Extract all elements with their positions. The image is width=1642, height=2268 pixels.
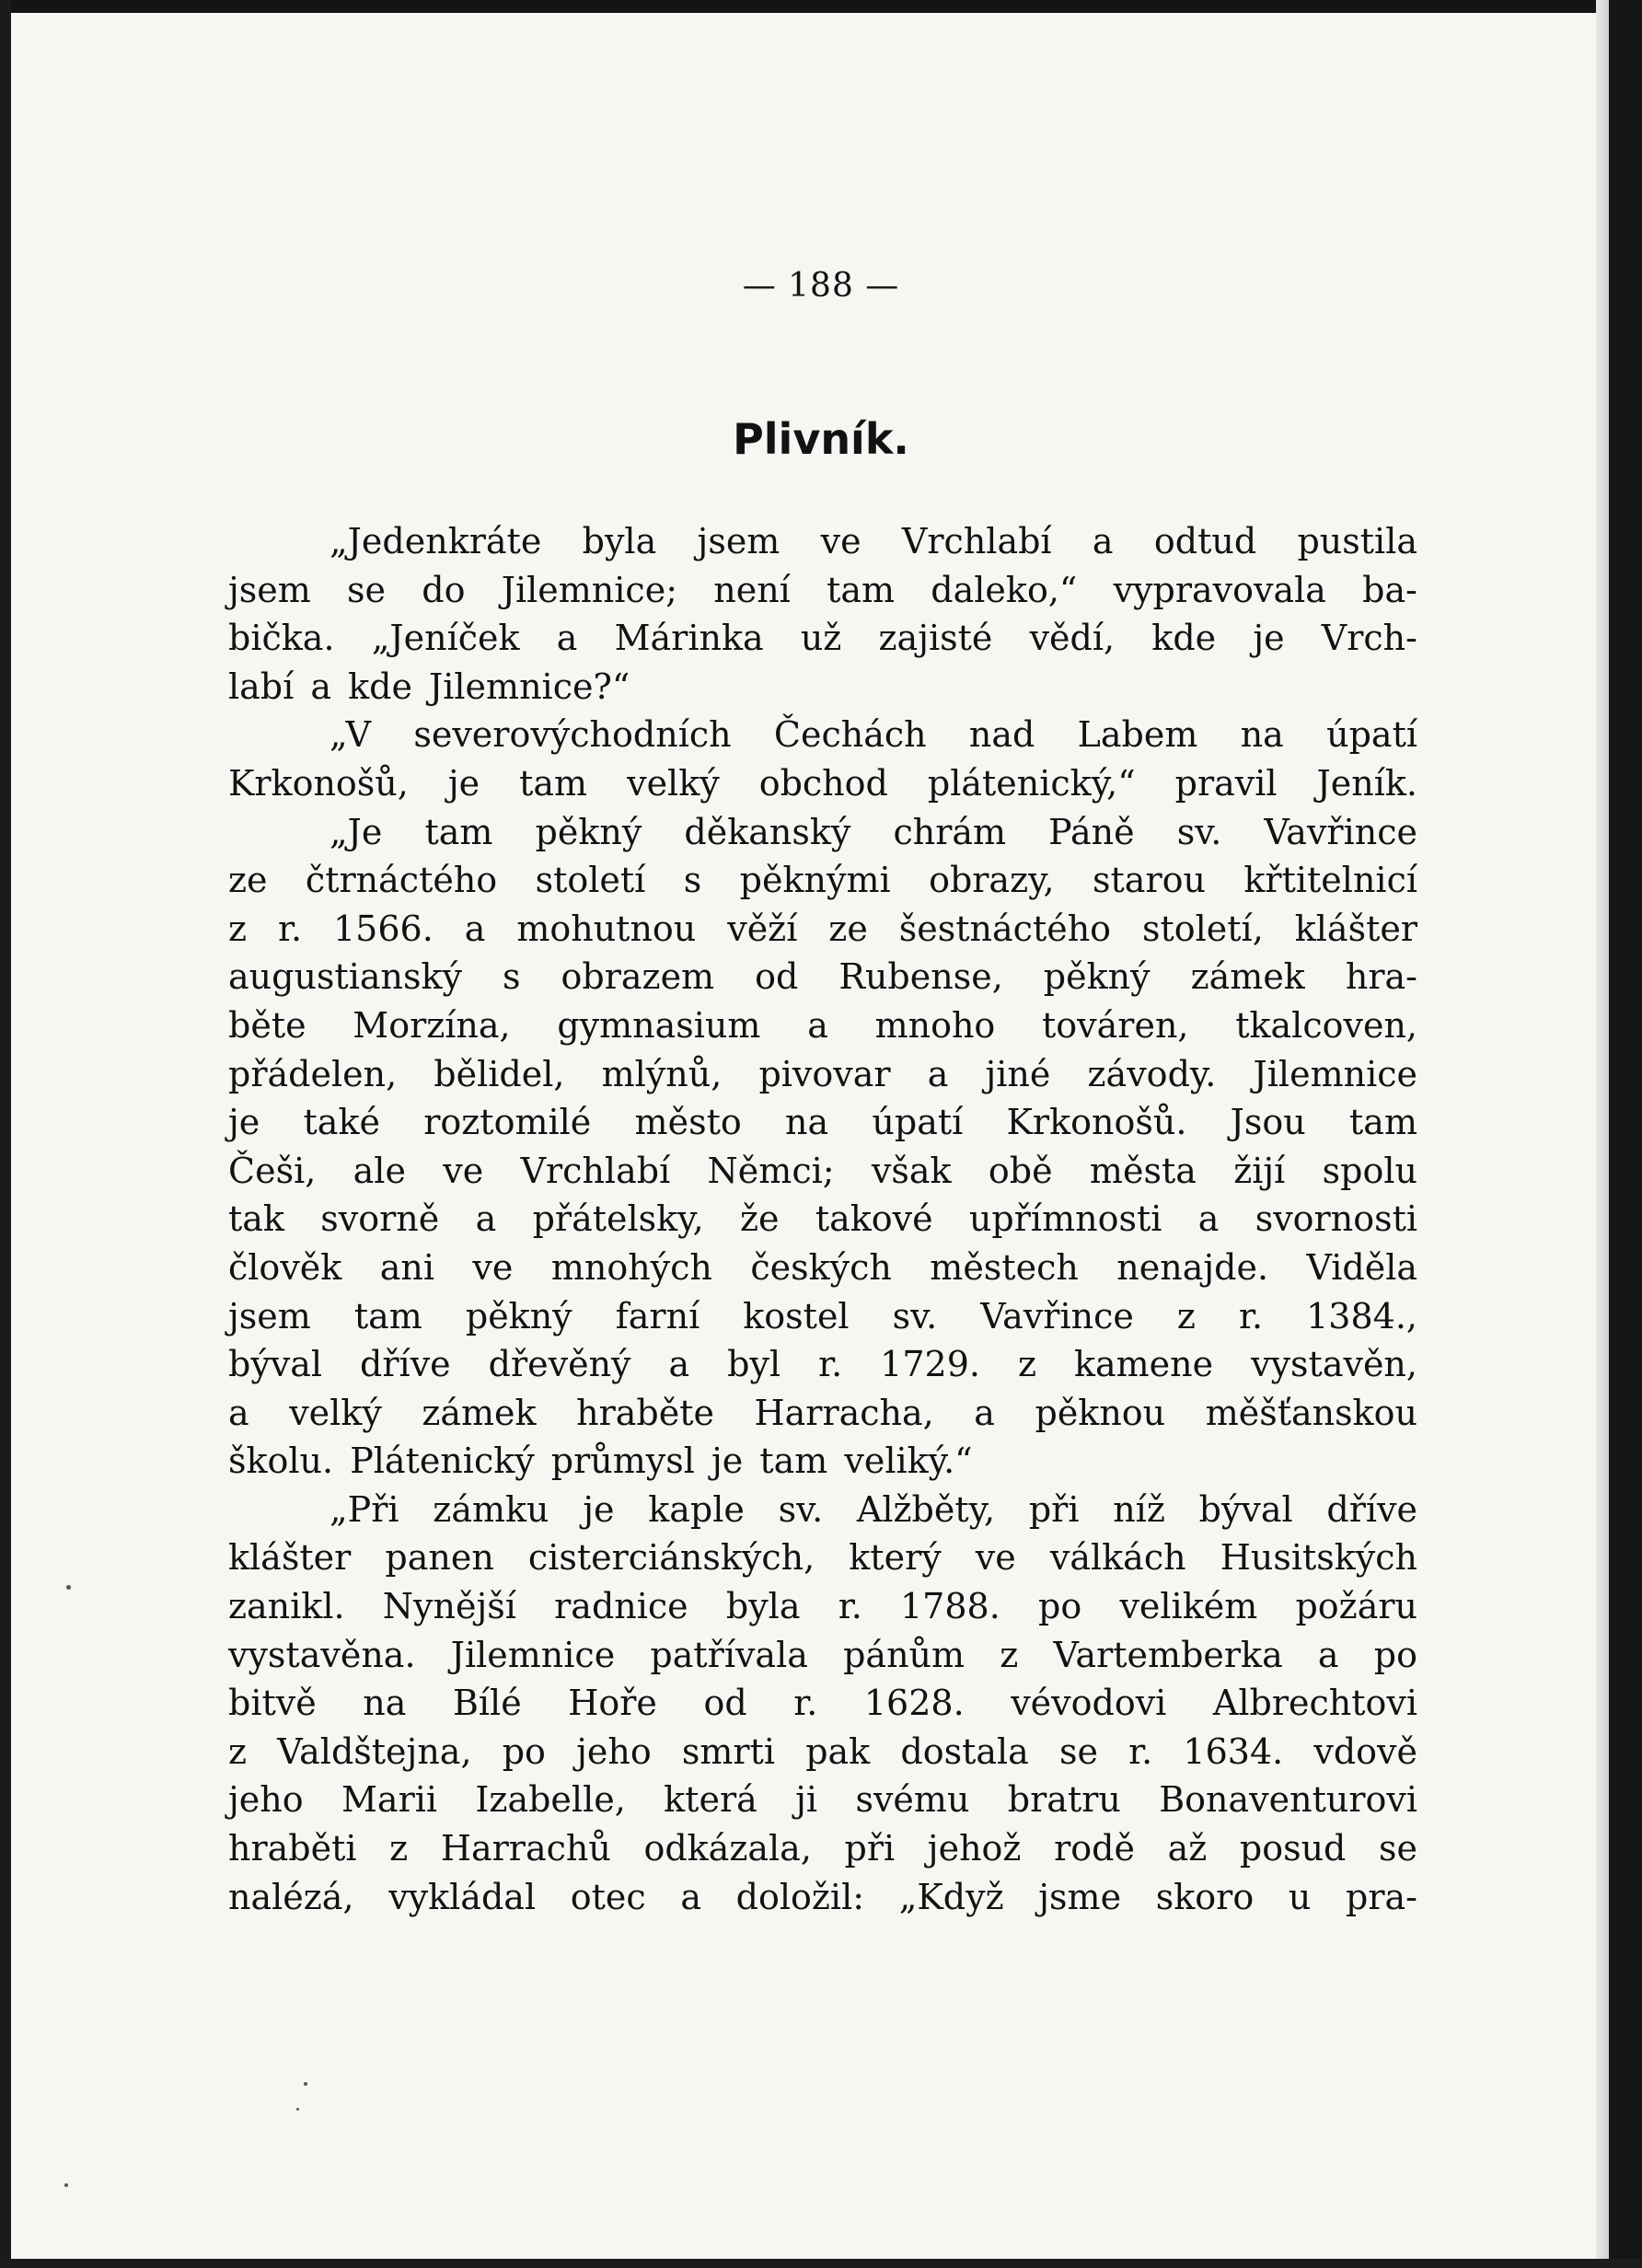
text-line: z r. 1566. a mohutnou věží ze šestnáctého století, klášter	[228, 908, 1417, 949]
scan-speck	[296, 2108, 299, 2111]
text-line: býval dříve dřevěný a byl r. 1729. z kamene vystavěn,	[228, 1344, 1417, 1385]
text-line: jsem tam pěkný farní kostel sv. Vavřince z r. 1384.,	[228, 1295, 1417, 1336]
text-line: „Při zámku je kaple sv. Alžběty, při níž býval dříve	[330, 1488, 1417, 1530]
text-line: augustianský s obrazem od Rubense, pěkný zámek hra-	[228, 956, 1417, 998]
page-number: — 188 —	[742, 267, 900, 305]
text-line: bička. „Jeníček a Márinka už zajisté vědí, kde je Vrch-	[228, 618, 1417, 659]
chapter-title: Plivník.	[733, 414, 909, 464]
text-line: běte Morzína, gymnasium a mnoho továren, tkalcoven,	[228, 1004, 1417, 1046]
scan-speck	[66, 1585, 71, 1590]
scan-border-bottom	[0, 2259, 1642, 2268]
text-line: vystavěna. Jilemnice patřívala pánům z Vartemberka a po	[228, 1634, 1417, 1675]
text-line: „Je tam pěkný děkanský chrám Páně sv. Vavřince	[330, 811, 1417, 852]
text-line: zanikl. Nynější radnice byla r. 1788. po velikém požáru	[228, 1586, 1417, 1627]
scan-border-left	[0, 0, 11, 2268]
text-line: „V severovýchodních Čechách nad Labem na úpatí	[330, 714, 1417, 756]
text-line: jsem se do Jilemnice; není tam daleko,“ vypravovala ba-	[228, 569, 1417, 610]
scan-border-top	[0, 0, 1642, 13]
text-line: z Valdštejna, po jeho smrti pak dostala se r. 1634. vdově	[228, 1730, 1417, 1772]
scan-border-right	[1609, 0, 1642, 2268]
text-line: jeho Marii Izabelle, která ji svému bratru Bonaventurovi	[228, 1779, 1417, 1821]
text-line: Krkonošů, je tam velký obchod plátenický,“ pravil Jeník.	[228, 762, 1417, 804]
text-line: „Jedenkráte byla jsem ve Vrchlabí a odtud pustila	[330, 521, 1417, 561]
text-line: ze čtrnáctého století s pěknými obrazy, starou křtitelnicí	[228, 860, 1417, 901]
text-line: Češi, ale ve Vrchlabí Němci; však obě města žijí spolu	[228, 1150, 1417, 1191]
text-line: přádelen, bělidel, mlýnů, pivovar a jiné závody. Jilemnice	[228, 1053, 1417, 1094]
text-line: nalézá, vykládal otec a doložil: „Když jsme skoro u pra-	[228, 1876, 1417, 1917]
body-text	[228, 517, 1417, 1921]
text-line: člověk ani ve mnohých českých městech nenajde. Viděla	[228, 1246, 1417, 1288]
text-line: klášter panen cisterciánských, který ve válkách Husitských	[228, 1537, 1417, 1579]
text-line: je také roztomilé město na úpatí Krkonošů. Jsou tam	[228, 1102, 1417, 1143]
scan-speck	[64, 2183, 68, 2187]
text-line: labí a kde Jilemnice?“	[228, 665, 630, 707]
text-line: školu. Plátenický průmysl je tam veliký.“	[228, 1441, 973, 1482]
text-line: bitvě na Bílé Hoře od r. 1628. vévodovi Albrechtovi	[228, 1683, 1417, 1724]
text-line: hraběti z Harrachů odkázala, při jehož rodě až posud se	[228, 1828, 1417, 1869]
scan-speck	[304, 2082, 307, 2086]
scan-page-edge	[1596, 0, 1609, 2268]
text-line: a velký zámek hraběte Harracha, a pěknou měšťanskou	[228, 1392, 1417, 1433]
text-line: tak svorně a přátelsky, že takové upřímnosti a svornosti	[228, 1198, 1417, 1240]
